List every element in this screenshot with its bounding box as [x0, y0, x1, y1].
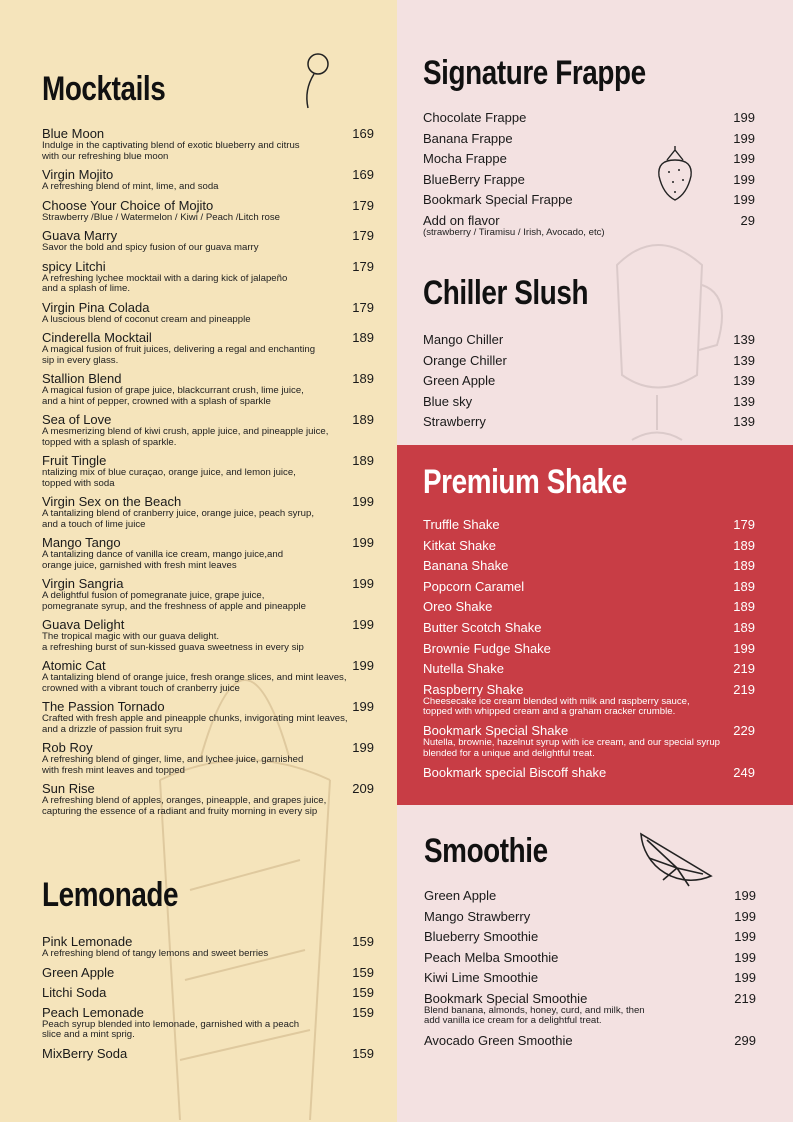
- item-name: Chocolate Frappe: [423, 110, 527, 125]
- item-name: Avocado Green Smoothie: [424, 1032, 573, 1048]
- menu-item: [42, 1047, 374, 1061]
- menu-item: [423, 683, 755, 718]
- smoothie-item-list: [424, 889, 756, 1048]
- menu-item: [42, 700, 374, 735]
- item-name: Choose Your Choice of Mojito: [42, 197, 214, 213]
- item-description: pomegranate syrup, and the freshness of apple and pineapple: [42, 600, 307, 612]
- item-description: A refreshing blend of tangy lemons and sweet berries: [42, 948, 269, 959]
- menu-item: [42, 413, 374, 448]
- menu-item: [423, 354, 755, 368]
- menu-item: [42, 741, 374, 776]
- menu-item: [423, 559, 755, 573]
- smoothie-heading: Smoothie: [424, 832, 548, 870]
- item-name: Sea of Love: [42, 412, 112, 427]
- menu-item: [42, 659, 374, 694]
- item-description: Peach syrup blended into lemonade, garnished with a peach: [42, 1018, 300, 1030]
- item-price: 199: [734, 949, 756, 965]
- item-price: 219: [734, 990, 756, 1006]
- menu-item: [424, 889, 756, 903]
- item-description: A luscious blend of coconut cream and pineapple: [42, 313, 251, 325]
- item-description: ntalizing mix of blue curaçao, orange juice, and lemon juice,: [42, 467, 296, 478]
- item-name: Peach Lemonade: [42, 1004, 144, 1020]
- item-name: Bookmark Special Smoothie: [424, 990, 588, 1006]
- item-description: and a drizzle of passion fruit syru: [42, 723, 183, 735]
- lemonade-section: [42, 876, 374, 1067]
- item-description: A tantalizing dance of vanilla ice cream, mango juice,and: [42, 549, 284, 560]
- frappe-heading: Signature Frappe: [423, 54, 646, 92]
- item-name: Sun Rise: [42, 781, 95, 796]
- item-description: topped with a splash of sparkle.: [42, 436, 177, 448]
- item-price: 199: [352, 576, 374, 591]
- slush-heading: Chiller Slush: [423, 274, 589, 312]
- item-name: Kiwi Lime Smoothie: [424, 970, 539, 986]
- menu-item: [42, 1006, 374, 1041]
- item-description: and a hint of pepper, crowned with a splash of sparkle: [42, 395, 271, 407]
- item-price: 159: [352, 934, 374, 949]
- chiller-slush-section: [423, 274, 755, 436]
- item-price: 139: [733, 414, 755, 430]
- menu-item: [423, 111, 755, 125]
- menu-item: [423, 724, 755, 759]
- item-price: 169: [352, 167, 374, 182]
- item-name: MixBerry Soda: [42, 1045, 128, 1061]
- item-price: 179: [352, 197, 374, 213]
- menu-item: [42, 168, 374, 193]
- item-price: 199: [352, 617, 374, 632]
- menu-item: [424, 992, 756, 1027]
- item-name: Oreo Shake: [423, 599, 493, 615]
- menu-item: [423, 518, 755, 532]
- menu-item: [42, 260, 374, 295]
- menu-item: [42, 536, 374, 571]
- item-description: slice and a mint sprig.: [42, 1029, 135, 1040]
- item-name: Virgin Sex on the Beach: [42, 494, 182, 509]
- item-price: 199: [734, 929, 756, 945]
- item-price: 29: [740, 212, 755, 228]
- mocktails-heading: Mocktails: [42, 70, 166, 108]
- item-price: 219: [733, 681, 755, 697]
- item-name: spicy Litchi: [42, 258, 106, 274]
- item-name: Banana Shake: [423, 558, 509, 574]
- signature-frappe-section: [423, 54, 755, 245]
- item-name: Orange Chiller: [423, 352, 507, 368]
- item-description: capturing the essence of a radiant and fruity morning in every sip: [42, 805, 318, 817]
- menu-item: [423, 333, 755, 347]
- item-price: 189: [733, 537, 755, 553]
- item-name: Strawberry: [423, 414, 486, 430]
- item-name: Green Apple: [423, 373, 496, 389]
- item-price: 189: [733, 599, 755, 615]
- item-description: a refreshing burst of sun-kissed guava sweetness in every sip: [42, 641, 304, 653]
- item-name: Bookmark Special Shake: [423, 723, 569, 739]
- item-price: 169: [352, 126, 374, 141]
- menu-item: [423, 580, 755, 594]
- item-name: Bookmark special Biscoff shake: [423, 764, 607, 780]
- item-price: 189: [733, 578, 755, 594]
- item-name: Fruit Tingle: [42, 453, 107, 468]
- item-description: The tropical magic with our guava delight.: [42, 631, 220, 642]
- item-name: Atomic Cat: [42, 658, 106, 673]
- item-name: Blue sky: [423, 393, 473, 409]
- menu-item: [42, 127, 374, 162]
- item-name: Banana Frappe: [423, 130, 513, 146]
- item-name: Guava Delight: [42, 617, 125, 632]
- item-price: 159: [352, 964, 374, 980]
- item-price: 159: [352, 1045, 374, 1061]
- item-price: 199: [733, 192, 755, 208]
- menu-item: [42, 229, 374, 254]
- item-price: 189: [352, 412, 374, 427]
- item-name: Peach Melba Smoothie: [424, 949, 559, 965]
- item-price: 179: [733, 517, 755, 532]
- item-price: 199: [352, 740, 374, 755]
- item-price: 179: [352, 258, 374, 274]
- item-price: 179: [352, 228, 374, 243]
- item-description: A tantalizing blend of orange juice, fresh orange slices, and mint leaves,: [42, 672, 347, 683]
- menu-item: [424, 971, 756, 985]
- item-price: 199: [352, 658, 374, 673]
- item-name: The Passion Tornado: [42, 699, 165, 714]
- menu-item: [423, 152, 755, 166]
- item-description: with our refreshing blue moon: [42, 150, 169, 162]
- item-name: Virgin Mojito: [42, 167, 114, 182]
- menu-item: [42, 782, 374, 817]
- item-price: 139: [733, 393, 755, 409]
- item-price: 159: [352, 1004, 374, 1020]
- menu-item: [42, 199, 374, 224]
- item-name: Cinderella Mocktail: [42, 330, 152, 345]
- menu-item: [424, 930, 756, 944]
- item-description: crowned with a vibrant touch of cranberry juice: [42, 682, 240, 694]
- menu-item: [423, 539, 755, 553]
- menu-item: [42, 454, 374, 489]
- item-name: Mocha Frappe: [423, 151, 507, 167]
- item-description: A magical fusion of grape juice, blackcurrant crush, lime juice,: [42, 385, 304, 396]
- menu-item: [423, 214, 755, 239]
- menu-item: [423, 600, 755, 614]
- frappe-item-list: [423, 111, 755, 238]
- item-description: sip in every glass.: [42, 354, 119, 366]
- item-description: (strawberry / Tiramisu / Irish, Avocado, etc): [423, 226, 605, 238]
- menu-item: [42, 935, 374, 960]
- item-price: 189: [733, 558, 755, 574]
- premium-shake-section: [423, 463, 755, 787]
- item-price: 139: [733, 352, 755, 368]
- item-name: Blue Moon: [42, 126, 105, 141]
- menu-item: [423, 132, 755, 146]
- item-price: 159: [352, 984, 374, 1000]
- item-name: Guava Marry: [42, 228, 118, 243]
- menu-item: [42, 301, 374, 326]
- item-description: and a touch of lime juice: [42, 518, 146, 530]
- item-price: 189: [352, 330, 374, 345]
- item-price: 199: [734, 970, 756, 986]
- item-price: 219: [733, 661, 755, 677]
- menu-item: [423, 374, 755, 388]
- item-price: 139: [733, 373, 755, 389]
- item-description: orange juice, garnished with fresh mint leaves: [42, 559, 237, 571]
- item-description: topped with soda: [42, 477, 115, 489]
- item-price: 199: [734, 888, 756, 903]
- item-price: 199: [352, 699, 374, 714]
- item-name: Nutella Shake: [423, 661, 504, 677]
- item-name: Mango Tango: [42, 535, 121, 550]
- item-price: 189: [352, 371, 374, 386]
- item-name: Butter Scotch Shake: [423, 619, 542, 635]
- item-description: A tantalizing blend of cranberry juice, orange juice, peach syrup,: [42, 508, 314, 519]
- item-name: Raspberry Shake: [423, 681, 524, 697]
- item-description: A refreshing blend of apples, oranges, pineapple, and grapes juice,: [42, 795, 327, 806]
- item-name: Popcorn Caramel: [423, 578, 525, 594]
- item-description: A refreshing blend of ginger, lime, and lychee juice, garnished: [42, 754, 304, 765]
- menu-item: [423, 395, 755, 409]
- item-name: Bookmark Special Frappe: [423, 192, 573, 208]
- item-name: Mango Chiller: [423, 332, 504, 347]
- item-name: Kitkat Shake: [423, 537, 496, 553]
- menu-item: [424, 951, 756, 965]
- item-description: Indulge in the captivating blend of exotic blueberry and citrus: [42, 140, 300, 151]
- menu-item: [42, 986, 374, 1000]
- menu-item: [42, 495, 374, 530]
- item-price: 199: [352, 535, 374, 550]
- item-price: 179: [352, 299, 374, 315]
- item-description: A magical fusion of fruit juices, delivering a regal and enchanting: [42, 344, 316, 355]
- item-name: BlueBerry Frappe: [423, 171, 525, 187]
- item-price: 209: [352, 781, 374, 796]
- item-price: 139: [733, 332, 755, 347]
- item-name: Virgin Sangria: [42, 576, 124, 591]
- lemonade-heading: Lemonade: [42, 876, 179, 914]
- menu-item: [42, 618, 374, 653]
- item-description: Crafted with fresh apple and pineapple chunks, invigorating mint leaves,: [42, 713, 348, 724]
- menu-item: [423, 193, 755, 207]
- item-price: 199: [733, 110, 755, 125]
- item-description: A delightful fusion of pomegranate juice, grape juice,: [42, 590, 265, 601]
- item-price: 199: [734, 908, 756, 924]
- item-price: 249: [733, 764, 755, 780]
- menu-item: [423, 415, 755, 429]
- menu-item: [423, 662, 755, 676]
- item-price: 199: [733, 640, 755, 656]
- item-name: Stallion Blend: [42, 371, 122, 386]
- shake-item-list: [423, 518, 755, 780]
- item-name: Litchi Soda: [42, 984, 107, 1000]
- item-price: 199: [733, 151, 755, 167]
- menu-item: [424, 1034, 756, 1048]
- item-description: Cheesecake ice cream blended with milk and raspberry sauce,: [423, 695, 690, 707]
- item-description: A refreshing lychee mocktail with a daring kick of jalapeño: [42, 272, 288, 284]
- menu-item: [423, 642, 755, 656]
- item-name: Green Apple: [424, 888, 497, 903]
- item-price: 199: [352, 494, 374, 509]
- item-description: Strawberry /Blue / Watermelon / Kiwi / Peach /Litch rose: [42, 211, 280, 223]
- menu-item: [42, 372, 374, 407]
- item-name: Rob Roy: [42, 740, 93, 755]
- item-price: 189: [733, 619, 755, 635]
- item-price: 189: [352, 453, 374, 468]
- item-description: A refreshing blend of mint, lime, and soda: [42, 181, 219, 192]
- mocktails-section: [42, 70, 374, 823]
- item-description: with fresh mint leaves and topped: [42, 764, 185, 776]
- shake-heading: Premium Shake: [423, 463, 627, 501]
- item-name: Pink Lemonade: [42, 934, 133, 949]
- item-name: Mango Strawberry: [424, 908, 531, 924]
- item-description: Savor the bold and spicy fusion of our guava marry: [42, 242, 259, 253]
- menu-item: [42, 577, 374, 612]
- item-name: Virgin Pina Colada: [42, 299, 150, 315]
- item-name: Add on flavor: [423, 212, 500, 228]
- item-description: blended for a unique and delightful treat.: [423, 747, 595, 759]
- item-price: 199: [733, 130, 755, 146]
- slush-item-list: [423, 333, 755, 429]
- item-description: add vanilla ice cream for a delightful treat.: [424, 1015, 602, 1027]
- menu-item: [423, 766, 755, 780]
- menu-item: [42, 966, 374, 980]
- item-description: A mesmerizing blend of kiwi crush, apple juice, and pineapple juice,: [42, 426, 329, 437]
- item-price: 199: [733, 171, 755, 187]
- menu-item: [424, 910, 756, 924]
- item-description: Nutella, brownie, hazelnut syrup with ice cream, and our special syrup: [423, 737, 721, 749]
- item-name: Blueberry Smoothie: [424, 929, 539, 945]
- item-name: Truffle Shake: [423, 517, 500, 532]
- item-description: Blend banana, almonds, honey, curd, and milk, then: [424, 1004, 645, 1016]
- item-description: topped with whipped cream and a graham cracker crumble.: [423, 706, 676, 718]
- mocktails-item-list: [42, 127, 374, 817]
- smoothie-section: [424, 832, 756, 1054]
- menu-item: [423, 621, 755, 635]
- item-name: Green Apple: [42, 964, 115, 980]
- item-price: 299: [734, 1032, 756, 1048]
- lemonade-item-list: [42, 935, 374, 1061]
- item-price: 229: [733, 723, 755, 739]
- item-description: and a splash of lime.: [42, 283, 130, 294]
- menu-item: [423, 173, 755, 187]
- item-name: Brownie Fudge Shake: [423, 640, 551, 656]
- menu-item: [42, 331, 374, 366]
